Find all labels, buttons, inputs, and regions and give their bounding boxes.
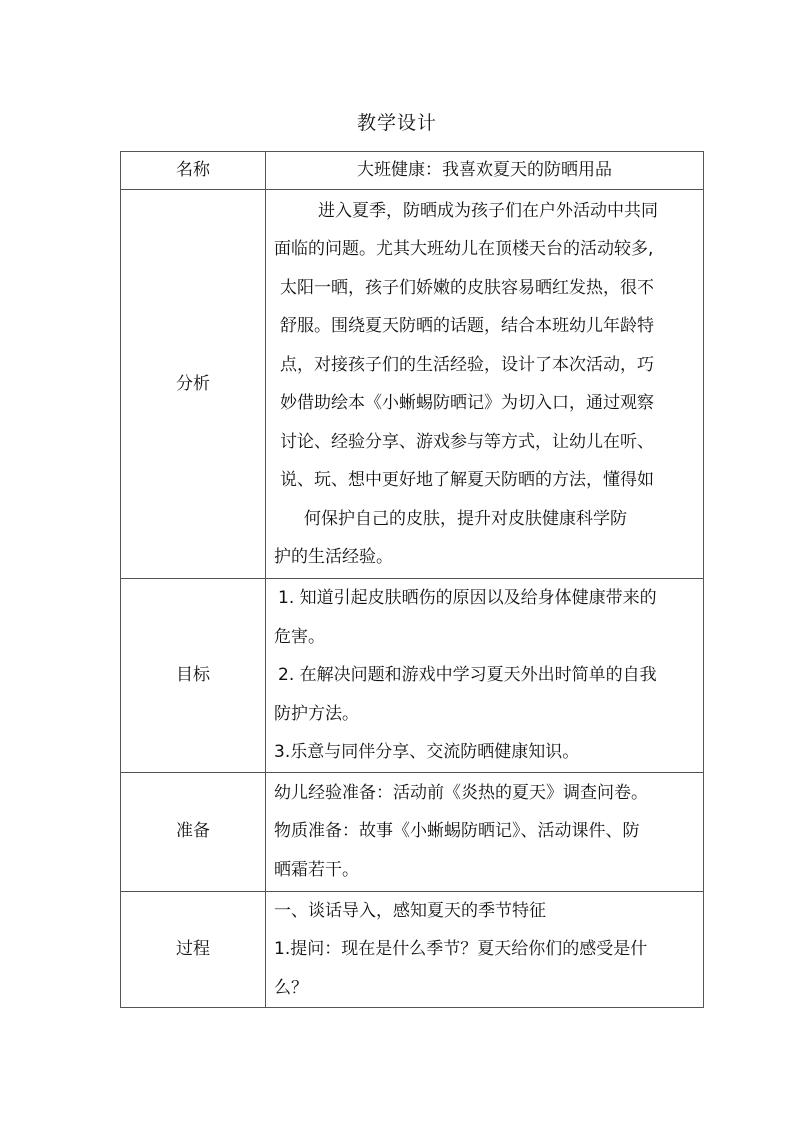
goal-line: 2. 在解决问题和游戏中学习夏天外出时简单的自我: [278, 665, 657, 685]
process-row: [121, 891, 704, 1008]
process-line: 1.提问：现在是什么季节？夏天给你们的感受是什: [274, 939, 648, 959]
analysis-line: 妙借助绘本《小蜥蜴防晒记》为切入口，通过观察: [280, 393, 654, 413]
analysis-line: 护的生活经验。: [274, 547, 393, 567]
preparation-line: 物质准备：故事《小蜥蜴防晒记》、活动课件、防: [274, 821, 640, 842]
goal-line: 3.乐意与同伴分享、交流防晒健康知识。: [274, 742, 580, 762]
preparation-row: [121, 772, 704, 891]
analysis-content: [266, 190, 704, 579]
goal-line: 防护方法。: [274, 703, 359, 724]
analysis-line: 舒服。围绕夏天防晒的话题，结合本班幼儿年龄特: [280, 316, 654, 336]
process-line: 一、谈话导入，感知夏天的季节特征: [274, 900, 546, 921]
preparation-label: 准备: [121, 772, 266, 891]
name-value: 大班健康：我喜欢夏天的防晒用品: [266, 152, 704, 190]
name-row: [121, 152, 704, 190]
process-content: [266, 891, 704, 1008]
goals-label: 目标: [121, 579, 266, 773]
analysis-line: 面临的问题。尤其大班幼儿在顶楼天台的活动较多,: [274, 239, 654, 259]
analysis-line: 太阳一晒，孩子们娇嫩的皮肤容易晒红发热，很不: [280, 277, 654, 298]
name-label: 名称: [121, 152, 266, 190]
goals-row: [121, 579, 704, 773]
analysis-row: [121, 190, 704, 579]
goal-line: 危害。: [274, 626, 325, 647]
goal-line: 1. 知道引起皮肤晒伤的原因以及给身体健康带来的: [278, 588, 657, 608]
document-title: 教学设计: [356, 112, 437, 134]
lesson-plan-table: [120, 151, 704, 1008]
preparation-line: 晒霜若干。: [274, 859, 359, 880]
process-label: 过程: [121, 891, 266, 1008]
analysis-line: 点，对接孩子们的生活经验，设计了本次活动，巧: [280, 354, 654, 375]
preparation-content: [266, 772, 704, 891]
preparation-line: 幼儿经验准备：活动前《炎热的夏天》调查问卷。: [274, 782, 648, 803]
process-line: 么？: [274, 977, 308, 998]
goals-content: [266, 579, 704, 773]
analysis-line: 讨论、经验分享、游戏参与等方式，让幼儿在听、: [280, 431, 654, 452]
analysis-label: 分析: [121, 190, 266, 579]
analysis-line: 何保护自己的皮肤，提升对皮肤健康科学防: [304, 508, 627, 529]
analysis-line: 说、玩、想中更好地了解夏天防晒的方法，懂得如: [280, 470, 654, 490]
analysis-line: 进入夏季，防晒成为孩子们在户外活动中共同: [318, 200, 658, 221]
